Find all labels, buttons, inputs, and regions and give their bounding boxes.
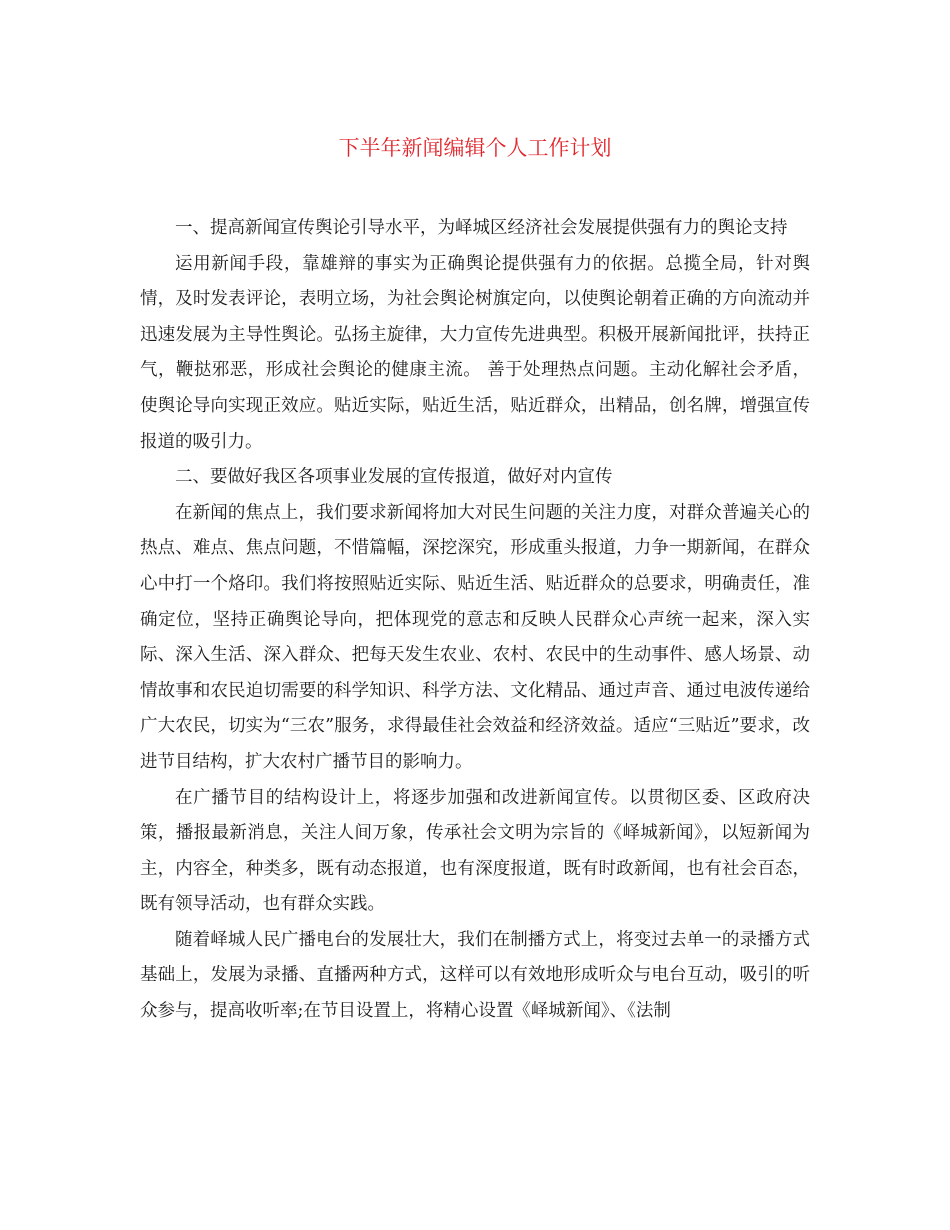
document-body [140, 211, 810, 1030]
body-paragraph: 在广播节目的结构设计上，将逐步加强和改进新闻宣传。以贯彻区委、区政府决策，播报最新消息，关注人间万象，传承社会文明为宗旨的《峄城新闻》，以短新闻为主，内容全，种类多，既有动态报道，也有深度报道，既有时政新闻，也有社会百态，既有领导活动，也有群众实践。 [140, 787, 810, 915]
section-heading-2: 二、要做好我区各项事业发展的宣传报道，做好对内宣传 [175, 467, 613, 488]
body-paragraph: 运用新闻手段，靠雄辩的事实为正确舆论提供强有力的依据。总揽全局，针对舆情，及时发表评论，表明立场，为社会舆论树旗定向，以使舆论朝着正确的方向流动并迅速发展为主导性舆论。弘扬主旋律，大力宣传先进典型。积极开展新闻批评，扶持正气，鞭挞邪恶，形成社会舆论的健康主流。 善于处理热点问题。主动化解社会矛盾，使舆论导向实现正效应。贴近实际，贴近生活，贴近群众，出精品，创名牌，增强宣传报道的吸引力。 [140, 253, 810, 452]
section-heading-1: 一、提高新闻宣传舆论引导水平，为峄城区经济社会发展提供强有力的舆论支持 [175, 218, 788, 238]
document-title: 下半年新闻编辑个人工作计划 [338, 136, 612, 160]
body-paragraph: 随着峄城人民广播电台的发展壮大，我们在制播方式上，将变过去单一的录播方式基础上，发展为录播、直播两种方式，这样可以有效地形成听众与电台互动，吸引的听众参与，提高收听率;在节目设置上，将精心设置《峄城新闻》、《法制 [140, 929, 810, 1022]
body-paragraph: 在新闻的焦点上，我们要求新闻将加大对民生问题的关注力度，对群众普遍关心的热点、难点、焦点问题，不惜篇幅，深挖深究，形成重头报道，力争一期新闻，在群众心中打一个烙印。我们将按照贴近实际、贴近生活、贴近群众的总要求，明确责任，准确定位，坚持正确舆论导向，把体现党的意志和反映人民群众心声统一起来，深入实际、深入生活、深入群众、把每天发生农业、农村、农民中的生动事件、感人场景、动情故事和农民迫切需要的科学知识、科学方法、文化精品、通过声音、通过电波传递给广大农民，切实为“三农”服务，求得最佳社会效益和经济效益。适应“三贴近”要求，改进节目结构，扩大农村广播节目的影响力。 [140, 502, 810, 772]
